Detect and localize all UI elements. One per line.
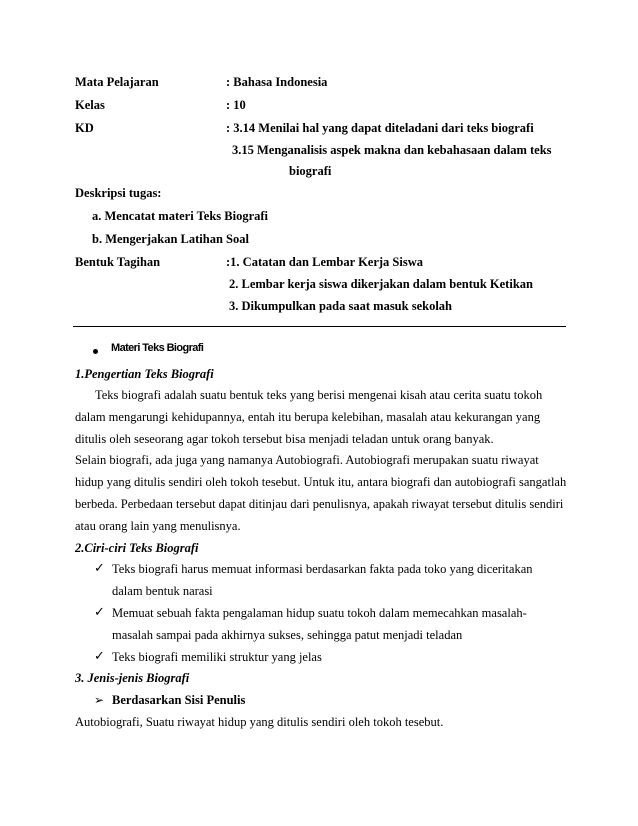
tagihan-3: 3. Dikumpulkan pada saat masuk sekolah [229,299,452,313]
kelas-label: Kelas [75,98,105,112]
tagihan-label: Bentuk Tagihan [75,255,161,269]
tugas-a: a. Mencatat materi Teks Biografi [92,209,269,223]
ciri-2: Memuat sebuah fakta pengalaman hidup suatu tokoh dalam memecahkan masalah- [112,606,527,620]
ciri-1-cont: dalam bentuk narasi [112,584,213,598]
ciri-2-cont: masalah sampai pada akhirnya sukses, sehingga patut menjadi teladan [112,628,463,642]
kd-value-2a: 3.15 Menganalisis aspek makna dan kebahasaan dalam teks [232,143,552,157]
p2-line-2: hidup yang ditulis sendiri oleh tokoh tesebut. Untuk itu, antara biografi dan autobiografi sangatlah [75,475,567,489]
kd-value-2b: biografi [289,164,332,178]
p1-line-3: ditulis oleh seseorang agar tokoh tersebut bisa menjadi teladan untuk orang banyak. [75,432,494,446]
mapel-label: Mata Pelajaran [75,75,159,89]
section-2-title: 2.Ciri-ciri Teks Biografi [75,541,199,555]
check-icon: ✓ [94,560,105,575]
tagihan-1: :1. Catatan dan Lembar Kerja Siswa [226,255,423,269]
jenis-subtitle: Berdasarkan Sisi Penulis [112,693,246,707]
p2-line-3: berbeda. Perbedaan tersebut dapat ditinjau dari penulisnya, apakah riwayat tersebut ditulis sendiri [75,497,564,511]
section-3-title: 3. Jenis-jenis Biografi [75,671,190,685]
tugas-b: b. Mengerjakan Latihan Soal [92,232,249,246]
tagihan-2: 2. Lembar kerja siswa dikerjakan dalam bentuk Ketikan [229,277,533,291]
check-icon: ✓ [94,604,105,619]
section-1-title: 1.Pengertian Teks Biografi [75,367,214,381]
arrow-bullet-icon: ➢ [94,693,105,707]
bullet-dot-icon [93,349,98,354]
deskripsi-label: Deskripsi tugas: [75,186,162,200]
ciri-1: Teks biografi harus memuat informasi berdasarkan fakta pada toko yang diceritakan [112,562,533,576]
materi-title: Materi Teks Biografi [111,342,204,354]
p1-line-2: dalam mengarungi kehidupannya, entah itu berupa kelebihan, masalah atau kekurangan yang [75,410,541,424]
horizontal-rule [73,326,566,327]
kelas-value: : 10 [226,98,246,112]
check-icon: ✓ [94,648,105,663]
p1-line-1: Teks biografi adalah suatu bentuk teks yang berisi mengenai kisah atau cerita suatu tokoh [95,388,543,402]
kd-label: KD [75,121,94,135]
kd-value-1: : 3.14 Menilai hal yang dapat diteladani dari teks biografi [226,121,534,135]
jenis-text: Autobiografi, Suatu riwayat hidup yang ditulis sendiri oleh tokoh tesebut. [75,715,444,729]
ciri-3: Teks biografi memiliki struktur yang jelas [112,650,322,664]
mapel-value: : Bahasa Indonesia [226,75,328,89]
p2-line-1: Selain biografi, ada juga yang namanya Autobiografi. Autobiografi merupakan suatu riwayat [75,453,539,467]
p2-line-4: atau orang lain yang menulisnya. [75,519,241,533]
